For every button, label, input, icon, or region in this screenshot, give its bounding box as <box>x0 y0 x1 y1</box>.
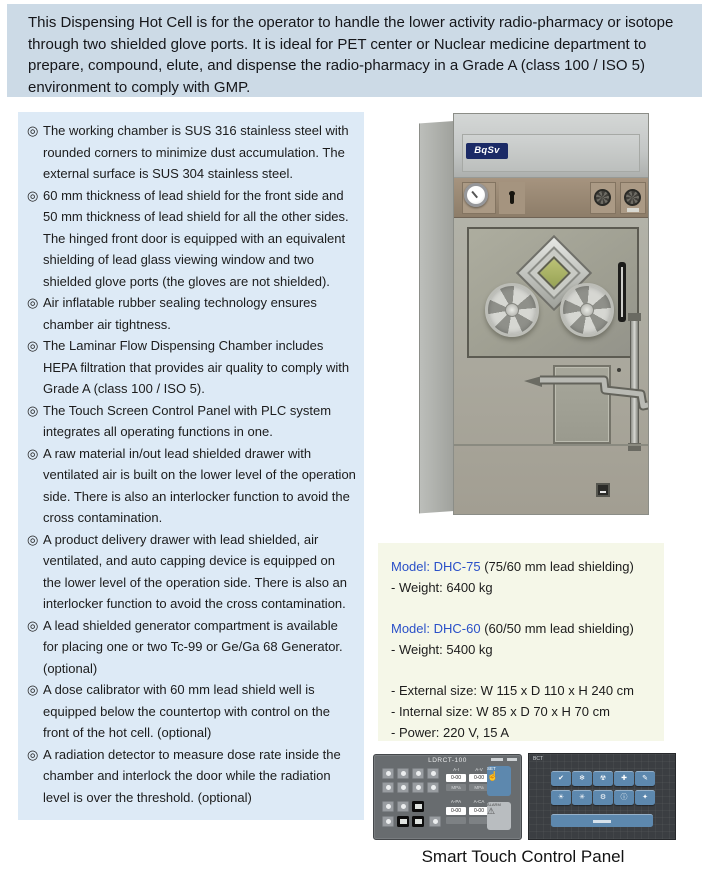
control-panel-photo-right <box>528 753 676 840</box>
bullet-icon: ◎ <box>27 531 39 547</box>
reading-unit-bar <box>446 817 466 824</box>
alarm-button <box>487 802 511 830</box>
feature-text: A raw material in/out lead shielded drawer with ventilated air is built on the lower level of the operation side. There is also an interlocker function to avoid the cross contamination. <box>43 445 356 525</box>
spec-box <box>378 543 664 741</box>
reading-label: A-PA <box>450 799 462 804</box>
bullet-icon: ◎ <box>27 445 39 461</box>
panel-title: LDRCT-100 <box>428 757 467 764</box>
panel-button <box>412 816 424 827</box>
alarm-label: ALARM <box>487 802 501 807</box>
panel-button <box>412 782 424 793</box>
list-item <box>27 529 356 615</box>
touch-bar-button <box>551 814 653 827</box>
reading-label: A-CA <box>473 799 485 804</box>
brand-logo: BqSv <box>466 143 508 159</box>
touch-button-calibration-icon: ✎ <box>635 771 655 786</box>
list-item <box>27 679 356 744</box>
machine-control-strip <box>454 178 648 218</box>
touch-button-check-icon: ✔ <box>551 771 571 786</box>
feature-text: The Touch Screen Control Panel with PLC system integrates all operating functions in one. <box>43 402 332 439</box>
touch-button-radiation-icon: ☢ <box>593 771 613 786</box>
machine-body <box>454 218 648 514</box>
panel-button <box>382 816 394 827</box>
panel-status-text <box>491 758 503 761</box>
bullet-icon: ◎ <box>27 617 39 633</box>
feature-text: 60 mm thickness of lead shield for the front side and 50 mm thickness of lead shield for all the other sides. The hinged front door is equipped with an equivalent shielding of lead glass viewing window and two shielded glove ports (the gloves are not shielded). <box>43 187 349 289</box>
panel-button <box>427 782 439 793</box>
feature-text: A dose calibrator with 60 mm lead shield well is equipped below the countertop with control on the front of the hot cell. (optional) <box>43 682 330 740</box>
caption: Smart Touch Control Panel <box>421 847 625 866</box>
vent-port-plate <box>620 182 646 214</box>
feature-text: A product delivery drawer with lead shielded, air ventilated, and auto capping device is equipped on the lower level of the operation side. There is also an interlocker function to avoid the cross contamination. <box>43 531 347 611</box>
panel-corner-label: BCT <box>533 756 543 762</box>
bullet-icon: ◎ <box>27 402 39 418</box>
reading-unit: MPa <box>469 784 489 791</box>
machine-top-band <box>454 114 648 178</box>
touch-button-plus-icon: ✚ <box>614 771 634 786</box>
body-seam <box>454 444 648 446</box>
bullet-icon: ◎ <box>27 682 39 697</box>
list-item <box>27 615 356 680</box>
list-item <box>27 185 356 293</box>
intro-banner <box>7 4 702 97</box>
list-item <box>27 292 356 335</box>
model-name: Model: DHC-75 <box>391 559 481 574</box>
list-item <box>27 335 356 400</box>
list-item <box>27 443 356 529</box>
hand-icon: ☝ <box>487 771 499 781</box>
model-spec-1 <box>391 556 660 598</box>
intro-text: This Dispensing Hot Cell is for the operator to handle the lower activity radio-pharmacy or isotope through two shielded glove ports. It is ideal for PET center or Nuclear medicine department to prepare, compound, elute, and dispense the radio-pharmacy in a Grade A (class 100 / ISO 5) environment to comply with GMP. <box>28 14 674 96</box>
panel-button <box>429 816 441 827</box>
model-line <box>391 556 660 577</box>
key-plate <box>499 182 525 214</box>
bullet-icon: ◎ <box>27 338 39 353</box>
port-label <box>627 208 639 212</box>
feature-text: The working chamber is SUS 316 stainless steel with rounded corners to minimize dust accumulation. The external surface is SUS 304 stainless steel. <box>43 123 349 181</box>
reading-value: 0-00 <box>446 774 466 782</box>
internal-size: - Internal size: W 85 x D 70 x H 70 cm <box>391 704 610 719</box>
model-shielding: (75/60 mm lead shielding) <box>484 559 634 574</box>
touch-button-lamp-icon: ✳ <box>572 790 592 805</box>
touch-button-snowflake-icon: ❄ <box>572 771 592 786</box>
touch-button-key-icon: ✦ <box>635 790 655 805</box>
touch-button-info-icon: ⓘ <box>614 790 634 805</box>
panel-button <box>382 801 394 812</box>
reading-label: A-V <box>475 767 483 772</box>
external-size: - External size: W 115 x D 110 x H 240 cm <box>391 683 634 698</box>
model-weight: - Weight: 6400 kg <box>391 580 493 595</box>
reading-value: 0-00 <box>469 807 489 815</box>
vent-port-icon <box>594 189 611 206</box>
panel-button <box>382 768 394 779</box>
touch-button-fan-icon: ⚙ <box>593 790 613 805</box>
panel-button <box>412 768 424 779</box>
feature-text: The Laminar Flow Dispensing Chamber includes HEPA filtration that provides air quality to comply with Grade A (class 100 / ISO 5). <box>43 338 350 396</box>
reading-value: 0-00 <box>446 807 466 815</box>
warning-triangle-icon: ⚠ <box>487 806 496 816</box>
panel-button <box>397 782 409 793</box>
panel-button <box>397 801 409 812</box>
bullet-icon: ◎ <box>27 746 39 762</box>
vent-port-plate <box>590 182 616 214</box>
key-switch-icon <box>510 193 514 204</box>
machine-side-panel <box>419 121 454 513</box>
drawer-crank-handle <box>454 218 648 514</box>
gauge-plate <box>462 182 496 214</box>
list-item <box>27 120 356 185</box>
reading-label: A-I <box>453 767 459 772</box>
model-spec-2 <box>391 618 660 660</box>
panel-button <box>427 768 439 779</box>
bullet-icon: ◎ <box>27 187 39 203</box>
panel-button <box>397 768 409 779</box>
model-name: Model: DHC-60 <box>391 621 481 636</box>
model-weight: - Weight: 5400 kg <box>391 642 493 657</box>
hot-cell-photo <box>375 103 710 548</box>
control-panel-photo-left <box>373 754 522 840</box>
bullet-icon: ◎ <box>27 295 39 310</box>
feature-text: Air inflatable rubber sealing technology ensures chamber air tightness. <box>43 295 317 332</box>
bottom-slot <box>596 483 610 497</box>
feature-list <box>18 112 364 820</box>
reading-unit-bar <box>469 817 489 824</box>
machine-front <box>453 113 649 515</box>
list-item <box>27 400 356 443</box>
panel-button <box>397 816 409 827</box>
model-shielding: (60/50 mm lead shielding) <box>484 621 634 636</box>
model-line <box>391 618 660 639</box>
feature-text: A lead shielded generator compartment is available for placing one or two Tc-99 or Ge/Ga 68 Generator. (optional) <box>43 617 343 676</box>
set-button <box>487 766 511 796</box>
pressure-gauge-icon <box>464 183 488 207</box>
panel-button <box>412 801 424 812</box>
set-label: SET <box>487 766 496 771</box>
panel-button <box>382 782 394 793</box>
list-item <box>27 744 356 809</box>
touch-button-light-icon: ☀ <box>551 790 571 805</box>
dimension-specs <box>391 680 660 743</box>
panel-status-text <box>507 758 517 761</box>
reading-value: 0-00 <box>469 774 489 782</box>
power-spec: - Power: 220 V, 15 A <box>391 725 510 740</box>
reading-unit: MPa <box>446 784 466 791</box>
feature-text: A radiation detector to measure dose rate inside the chamber and interlock the door while the radiation level is over the threshold. (optional) <box>43 746 341 805</box>
bullet-icon: ◎ <box>27 123 39 138</box>
vent-port-icon <box>624 189 641 206</box>
